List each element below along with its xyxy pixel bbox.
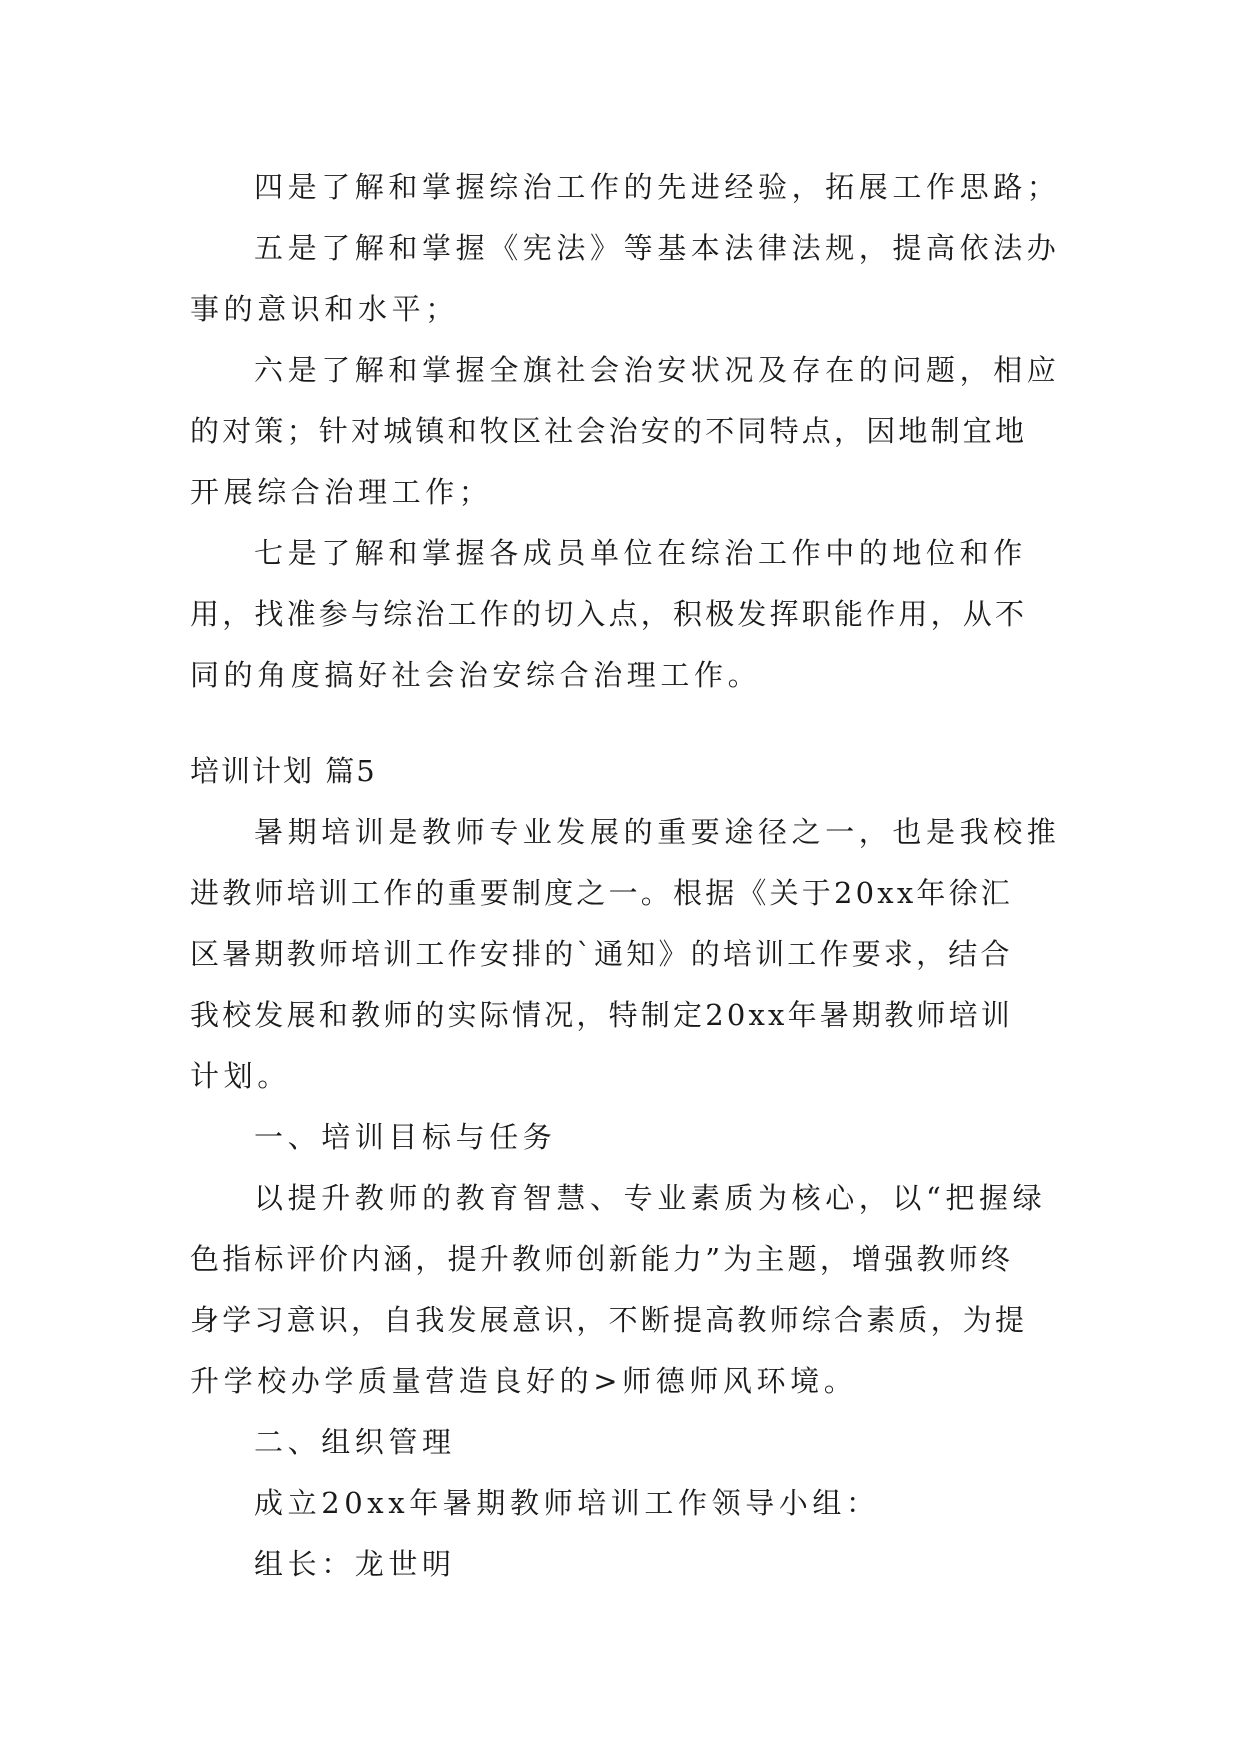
- paragraph-line: 区暑期教师培训工作安排的`通知》的培训工作要求，结合: [190, 937, 1013, 971]
- section-heading: 培训计划 篇5: [190, 754, 377, 788]
- paragraph-line: 用，找准参与综治工作的切入点，积极发挥职能作用，从不: [190, 597, 1028, 631]
- paragraph-line: 以提升教师的教育智慧、专业素质为核心，以“把握绿: [254, 1181, 1047, 1215]
- paragraph-line: 进教师培训工作的重要制度之一。根据《关于20xx年徐汇: [190, 876, 1014, 910]
- paragraph-line: 暑期培训是教师专业发展的重要途径之一，也是我校推: [254, 815, 1061, 849]
- paragraph-line: 色指标评价内涵，提升教师创新能力”为主题，增强教师终: [190, 1242, 1014, 1276]
- subsection-heading: 一、培训目标与任务: [254, 1120, 557, 1154]
- paragraph-line: 我校发展和教师的实际情况，特制定20xx年暑期教师培训: [190, 998, 1014, 1032]
- paragraph-line: 同的角度搞好社会治安综合治理工作。: [190, 658, 762, 692]
- paragraph-line: 计划。: [190, 1059, 291, 1093]
- paragraph-line: 的对策；针对城镇和牧区社会治安的不同特点，因地制宜地: [190, 414, 1028, 448]
- paragraph-line: 身学习意识，自我发展意识，不断提高教师综合素质，为提: [190, 1303, 1028, 1337]
- paragraph-line: 升学校办学质量营造良好的>师德师风环境。: [190, 1364, 858, 1398]
- paragraph-line: 五是了解和掌握《宪法》等基本法律法规，提高依法办: [254, 231, 1061, 265]
- paragraph-line: 七是了解和掌握各成员单位在综治工作中的地位和作: [254, 536, 1027, 570]
- paragraph-line: 事的意识和水平；: [190, 292, 459, 326]
- subsection-heading: 二、组织管理: [254, 1425, 456, 1459]
- paragraph-line: 成立20xx年暑期教师培训工作领导小组：: [254, 1486, 880, 1520]
- paragraph-line: 四是了解和掌握综治工作的先进经验，拓展工作思路；: [254, 170, 1061, 204]
- paragraph-line: 六是了解和掌握全旗社会治安状况及存在的问题，相应: [254, 353, 1061, 387]
- paragraph-line: 组长：龙世明: [254, 1547, 456, 1581]
- paragraph-line: 开展综合治理工作；: [190, 475, 493, 509]
